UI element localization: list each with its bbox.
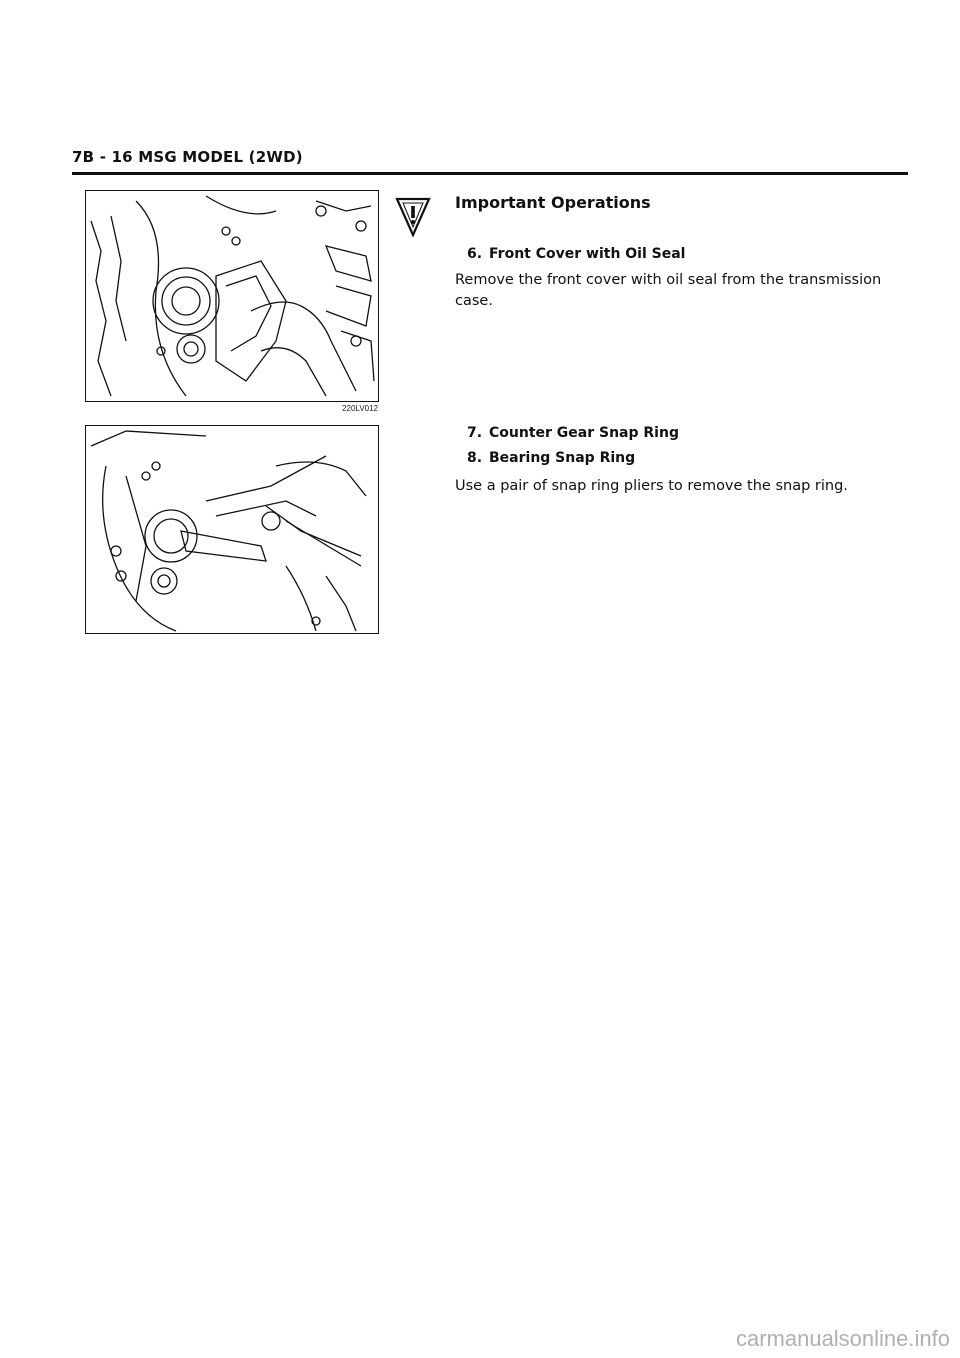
step-title: Front Cover with Oil Seal — [489, 246, 686, 262]
section-heading: Important Operations — [455, 193, 651, 212]
step-title: Bearing Snap Ring — [489, 450, 636, 466]
step-6 — [467, 246, 685, 262]
figure-snap-ring-removal — [85, 425, 379, 634]
header-divider — [72, 172, 908, 175]
warning-icon — [395, 197, 431, 237]
step-8 — [467, 450, 635, 466]
figure-front-cover-removal — [85, 190, 379, 402]
watermark-text: carmanualsonline.info — [735, 1326, 950, 1351]
paragraph-front-cover: Remove the front cover with oil seal from the transmission case. — [455, 272, 882, 309]
step-number: 7. — [467, 425, 483, 441]
step-title: Counter Gear Snap Ring — [489, 425, 679, 441]
page-header-title: 7B - 16 MSG MODEL (2WD) — [72, 148, 303, 166]
snap-ring-pliers-illustration — [86, 426, 378, 633]
step-number: 8. — [467, 450, 483, 466]
figure-code-label: 220LV012 — [342, 404, 378, 413]
step-7 — [467, 425, 679, 441]
step-number: 6. — [467, 246, 483, 262]
front-cover-illustration — [86, 191, 378, 401]
paragraph-snap-ring: Use a pair of snap ring pliers to remove the snap ring. — [455, 478, 848, 494]
